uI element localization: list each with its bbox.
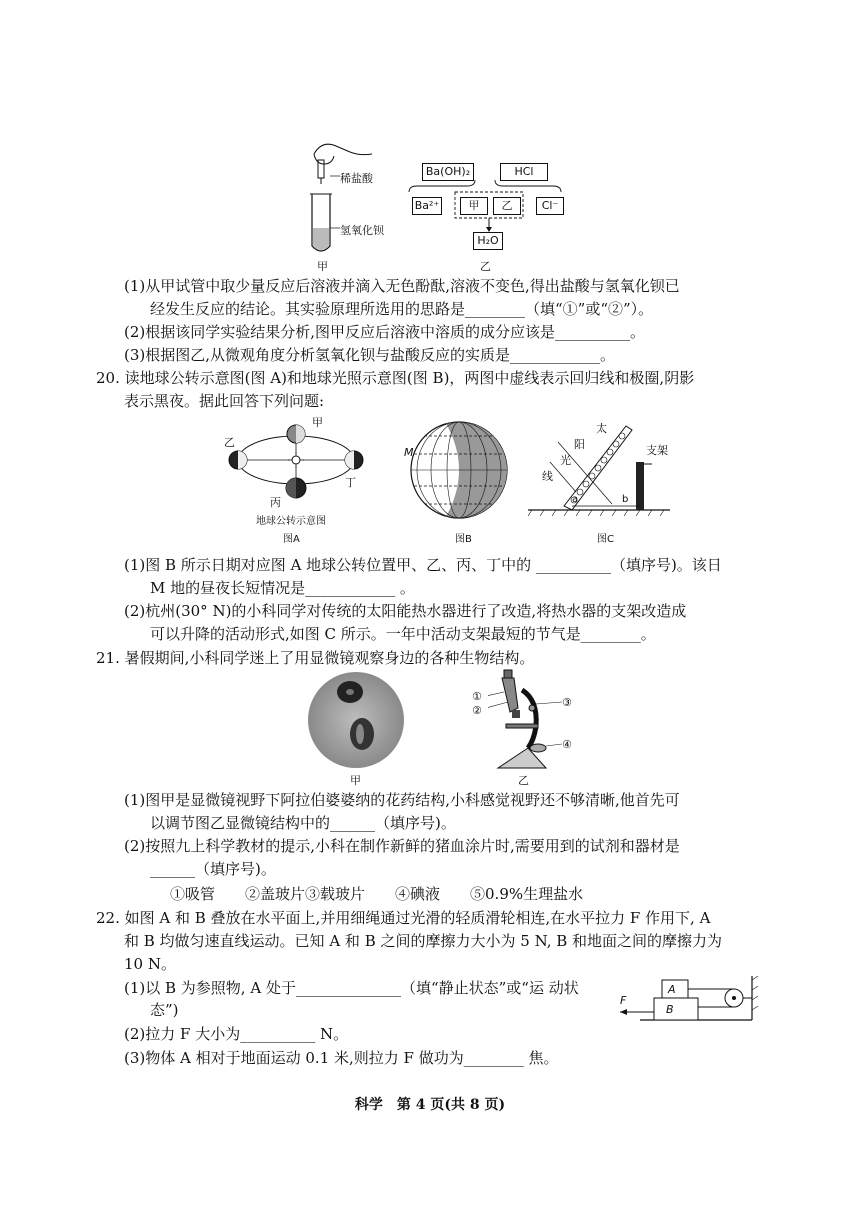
orbit-pos-ding: 丁 — [345, 476, 356, 489]
q22-part1-line1: (1)以 B 为参照物, A 处于______________（填“静止状态”或“运 动状 — [124, 979, 579, 997]
acid-label: 稀盐酸 — [340, 172, 373, 185]
fig-b-label: 图B — [455, 534, 472, 545]
q22-stem-line2: 和 B 均做匀速直线运动。已知 A 和 B 之间的摩擦力大小为 5 N, B 和地面之间的摩擦力为 — [124, 932, 723, 950]
test-tube-figure — [300, 136, 390, 256]
q22-part3: (3)物体 A 相对于地面运动 0.1 米,则拉力 F 做功为________ 焦。 — [124, 1049, 559, 1067]
microscope-part-4: ④ — [562, 738, 572, 751]
orbit-pos-yi: 乙 — [224, 436, 235, 449]
q19-part3: (3)根据图乙,从微观角度分析氢氧化钡与盐酸反应的实质是____________。 — [124, 346, 616, 364]
q22-stem-line1: 22. 如图 A 和 B 叠放在水平面上,并用细绳通过光滑的轻质滑轮相连,在水平拉力 F 作用下, A — [96, 909, 711, 927]
ray-char-xian: 线 — [542, 470, 553, 483]
q20-part1-line2: M 地的昼夜长短情况是____________ 。 — [150, 579, 415, 597]
ray-char-yang: 阳 — [574, 438, 585, 451]
q19-part1-line1: (1)从甲试管中取少量反应后溶液并滴入无色酚酞,溶液不变色,得出盐酸与氢氧化钡已 — [124, 277, 680, 295]
q21-part2-line2: ______（填序号)。 — [150, 860, 276, 878]
box-hcl: HCl — [500, 163, 548, 181]
q21-part1-line1: (1)图甲是显微镜视野下阿拉伯婆婆纳的花药结构,小科感觉视野还不够清晰,他首先可 — [124, 791, 680, 809]
orbit-pos-bing: 丙 — [270, 496, 281, 509]
box-cl-ion: Cl⁻ — [536, 197, 564, 215]
q22-stem-line3: 10 N。 — [124, 955, 176, 973]
ray-char-guang: 光 — [560, 454, 571, 467]
fig-jia-label: 甲 — [317, 260, 328, 273]
force-f-label: F — [620, 994, 627, 1007]
field-image-label: 甲 — [350, 774, 361, 787]
block-a-label: A — [668, 983, 676, 996]
box-yi: 乙 — [493, 197, 521, 215]
block-b-label: B — [666, 1003, 674, 1016]
q22-part1-line2: 态”) — [150, 1001, 179, 1019]
q19-part2: (2)根据该同学实验结果分析,图甲反应后溶液中溶质的成分应该是__________。 — [124, 323, 646, 341]
angle-a-label: a — [572, 494, 579, 505]
q20-part2-line2: 可以升降的活动形式,如图 C 所示。一年中活动支架最短的节气是________。 — [150, 625, 656, 643]
q20-part2-line1: (2)杭州(30° N)的小科同学对传统的太阳能热水器进行了改造,将热水器的支架改造成 — [124, 602, 687, 620]
q21-stem: 21. 暑假期间,小科同学迷上了用显微镜观察身边的各种生物结构。 — [96, 649, 535, 667]
globe-diagram — [404, 420, 514, 520]
pulley-diagram — [612, 968, 762, 1030]
microscope-part-1: ① — [472, 690, 482, 703]
microscope-part-2: ② — [472, 704, 482, 717]
orbit-caption: 地球公转示意图 — [256, 516, 326, 527]
q19-part1-line2: 经发生反应的结论。其实验原理所选用的思路是________（填“①”或“②”）。 — [150, 300, 654, 318]
q21-part1-line2: 以调节图乙显微镜结构中的______（填序号)。 — [150, 814, 456, 832]
angle-b-label: b — [622, 494, 629, 505]
box-h2o: H₂O — [473, 232, 503, 250]
fig-yi-label: 乙 — [480, 260, 491, 273]
box-ba-ion: Ba²⁺ — [412, 197, 442, 215]
microscope-diagram — [488, 668, 568, 776]
box-baoh2: Ba(OH)₂ — [422, 163, 474, 181]
q20-stem-line1: 20. 读地球公转示意图(图 A)和地球光照示意图(图 B)，两图中虚线表示回归线和极圈,阴影 — [96, 369, 695, 387]
q22-part2: (2)拉力 F 大小为__________ N。 — [124, 1025, 349, 1043]
q20-stem-line2: 表示黑夜。据此回答下列问题: — [124, 392, 325, 410]
q21-options: ①吸管 ②盖玻片③载玻片 ④碘液 ⑤0.9%生理盐水 — [170, 885, 584, 903]
page-footer: 科学 第 4 页(共 8 页) — [354, 1097, 506, 1113]
q20-part1-line1: (1)图 B 所示日期对应图 A 地球公转位置甲、乙、丙、丁中的 __________（填序号)。该日 — [124, 556, 722, 574]
fig-c-label: 图C — [597, 534, 614, 545]
box-jia: 甲 — [460, 197, 488, 215]
orbit-diagram — [218, 412, 378, 522]
orbit-pos-jia: 甲 — [312, 416, 323, 429]
microscope-field-image — [306, 670, 406, 770]
microscope-part-3: ③ — [562, 696, 572, 709]
stand-label: 支架 — [646, 444, 668, 457]
globe-m-label: M — [404, 446, 414, 459]
ray-char-tai: 太 — [596, 422, 607, 435]
microscope-label: 乙 — [518, 774, 529, 787]
base-label: 氢氧化钡 — [340, 224, 384, 237]
q21-part2-line1: (2)按照九上科学教材的提示,小科在制作新鲜的猪血涂片时,需要用到的试剂和器材是 — [124, 837, 680, 855]
fig-a-label: 图A — [283, 534, 300, 545]
